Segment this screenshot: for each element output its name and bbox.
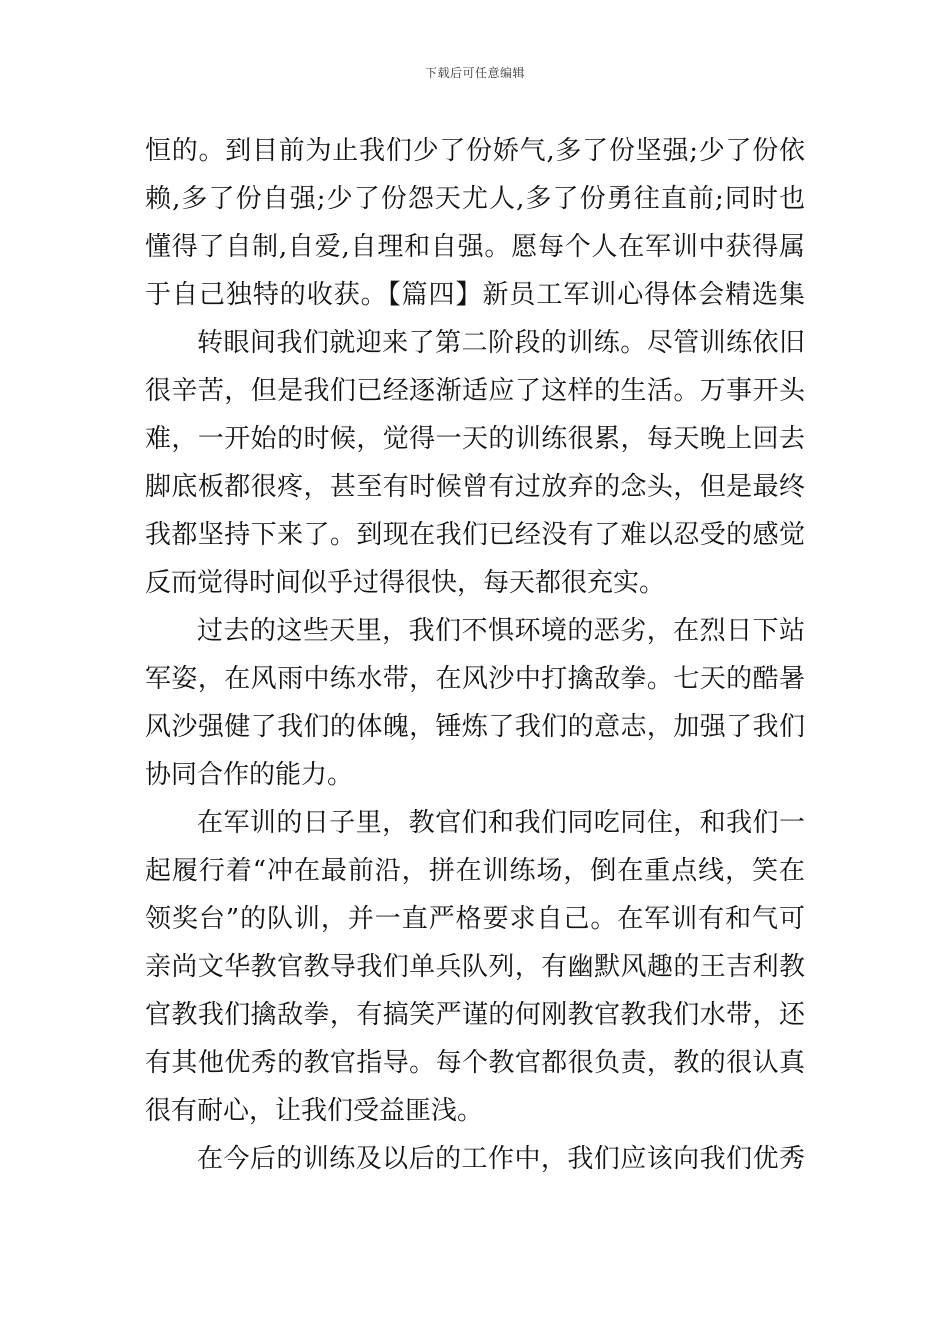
text-line: 反而觉得时间似乎过得很快，每天都很充实。 [145, 568, 666, 598]
text-line: 在军训的日子里，教官们和我们同吃同住，和我们一 [197, 808, 805, 838]
text-line: 军姿，在风雨中练水带，在风沙中打擒敌拳。七天的酷暑 [145, 664, 805, 694]
text-line: 赖,多了份自强;少了份怨天尤人,多了份勇往直前;同时也 [145, 184, 805, 214]
document-body [145, 127, 805, 1183]
text-line: 脚底板都很疼，甚至有时候曾有过放弃的念头，但是最终 [145, 472, 805, 502]
text-line: 于自己独特的收获。【篇四】新员工军训心得体会精选集 [145, 280, 805, 310]
text-line: 协同合作的能力。 [145, 760, 354, 790]
text-line: 过去的这些天里，我们不惧环境的恶劣，在烈日下站 [197, 616, 805, 646]
text-line: 起履行着“冲在最前沿，拼在训练场，倒在重点线，笑在 [145, 856, 805, 886]
text-line: 亲尚文华教官教导我们单兵队列，有幽默风趣的王吉利教 [145, 952, 805, 982]
text-line: 很有耐心，让我们受益匪浅。 [145, 1096, 484, 1126]
paragraph-2 [145, 319, 805, 607]
paragraph-4 [145, 799, 805, 1135]
text-line: 恒的。到目前为止我们少了份娇气,多了份坚强;少了份依 [145, 136, 805, 166]
text-line: 懂得了自制,自爱,自理和自强。愿每个人在军训中获得属 [145, 232, 805, 262]
text-line: 官教我们擒敌拳，有搞笑严谨的何刚教官教我们水带，还 [145, 1000, 805, 1030]
text-line: 转眼间我们就迎来了第二阶段的训练。尽管训练依旧 [197, 328, 805, 358]
page-header: 下载后可任意编辑 [424, 66, 525, 80]
paragraph-1 [145, 127, 805, 319]
text-line: 领奖台”的队训，并一直严格要求自己。在军训有和气可 [145, 904, 805, 934]
paragraph-5 [145, 1135, 805, 1183]
paragraph-3 [145, 607, 805, 799]
text-line: 有其他优秀的教官指导。每个教官都很负责，教的很认真 [145, 1048, 805, 1078]
text-line: 风沙强健了我们的体魄，锤炼了我们的意志，加强了我们 [145, 712, 805, 742]
text-line: 很辛苦，但是我们已经逐渐适应了这样的生活。万事开头 [145, 376, 805, 406]
text-line: 难，一开始的时候，觉得一天的训练很累，每天晚上回去 [145, 424, 805, 454]
text-line: 我都坚持下来了。到现在我们已经没有了难以忍受的感觉 [145, 520, 805, 550]
text-line: 在今后的训练及以后的工作中，我们应该向我们优秀 [197, 1144, 805, 1174]
